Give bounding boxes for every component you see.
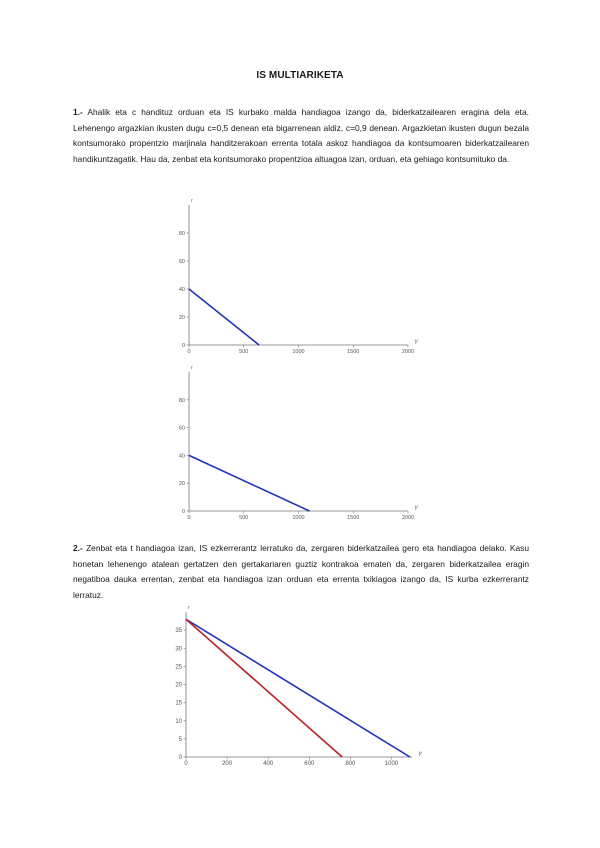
y-tick-label: 20 [178, 315, 185, 321]
y-tick-label: 10 [175, 718, 182, 725]
x-tick-label: 0 [187, 515, 191, 521]
x-tick-label: 0 [184, 761, 188, 767]
y-axis-label: r [191, 198, 193, 204]
y-tick-label: 35 [175, 628, 182, 635]
y-tick-label: 0 [178, 755, 182, 761]
x-tick-label: 2000 [401, 349, 415, 355]
x-tick-label: 1000 [292, 349, 305, 355]
page-title: IS MULTIARIKETA [256, 70, 344, 81]
x-tick-label: 2000 [401, 515, 415, 521]
x-tick-label: 1500 [347, 515, 360, 521]
y-tick-label: 30 [175, 646, 182, 653]
y-tick-label: 60 [178, 259, 185, 265]
y-tick-label: 40 [178, 287, 185, 293]
x-tick-label: 500 [239, 515, 249, 521]
y-tick-label: 25 [175, 664, 182, 671]
y-tick-label: 60 [178, 425, 185, 432]
x-tick-label: 500 [239, 349, 249, 355]
x-axis-label: Y [414, 506, 419, 512]
x-tick-label: 0 [187, 349, 191, 355]
y-tick-label: 20 [178, 481, 185, 488]
series-line [186, 619, 342, 757]
x-tick-label: 1000 [384, 761, 399, 767]
y-tick-label: 20 [175, 682, 182, 689]
y-axis-label: r [191, 365, 193, 371]
x-tick-label: 200 [222, 761, 233, 767]
y-axis-label: r [188, 605, 190, 611]
section-1-number: 1.- [73, 107, 83, 117]
y-tick-label: 80 [178, 397, 185, 404]
x-tick-label: 1000 [292, 515, 305, 521]
series-line [186, 619, 410, 757]
y-tick-label: 40 [178, 453, 185, 460]
y-tick-label: 0 [181, 509, 185, 515]
x-tick-label: 1500 [347, 349, 360, 355]
x-axis-label: Y [414, 340, 419, 346]
section-1-text: Ahalik eta c handituz orduan eta IS kurbako malda handiagoa izango da, biderkatzailearen eragina dela eta. Lehenengo argazkian ikusten dugu c=0,5 denean eta bigarrenean aldiz, c=0,9 denean. Argazkietan ikusten dugun bezala kontsumorako propentzio marjinala handitzerakoan errenta totala askoz handiagoa da kontsumoaren biderkatzailearen handikuntzagatik. Hau da, zenbat eta kontsumorako propentzioa altuagoa izan, orduan, eta gehiago kontsumituko da. [73, 107, 529, 164]
y-tick-label: 15 [175, 700, 182, 707]
y-tick-label: 5 [178, 736, 182, 743]
x-axis-label: Y [418, 752, 423, 758]
section-2-number: 2.- [73, 543, 83, 553]
x-tick-label: 600 [304, 761, 315, 767]
section-2-text: Zenbat eta t handiagoa izan, IS ezkerrerantz lerratuko da, zergaren biderkatzailea gero eta handiagoa delako. Kasu honetan lehenengo atalean gertatzen den gertakariaren guztiz kontrakoa ematen da, zergaren biderkatzailea eragin negatiboa dauka errentan, zenbat eta handiagoa izan orduan eta errenta txikiagoa izango da, IS kurba ezkerrerantz lerratuz. [73, 543, 529, 600]
y-tick-label: 0 [181, 343, 185, 349]
y-tick-label: 80 [178, 231, 185, 237]
x-tick-label: 400 [263, 761, 274, 767]
x-tick-label: 800 [345, 761, 356, 767]
